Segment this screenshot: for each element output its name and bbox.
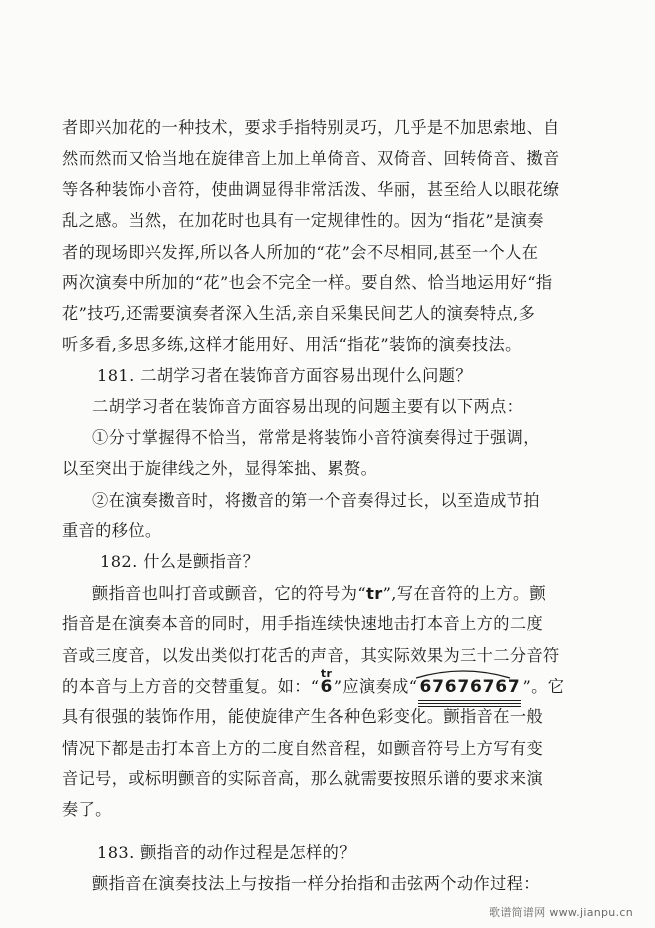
text-line: 颤指音在演奏技法上与按指一样分抬指和击弦两个动作过程：	[92, 874, 540, 893]
text-segment: 的本音与上方音的交替重复。如：“	[62, 677, 320, 696]
text-line-trill-symbol	[92, 584, 546, 604]
trill-notation	[320, 667, 334, 697]
text-line: 奏了。	[62, 800, 112, 819]
text-line: 然而然而又恰当地在旋律音上加上单倚音、双倚音、回转倚音、擞音	[62, 149, 560, 168]
underline-bar	[418, 703, 521, 704]
text-line: 花”技巧,还需要演奏者深入生活,亲自采集民间艺人的演奏特点,多	[62, 304, 536, 323]
text-line: 情况下都是击打本音上方的二度自然音程，如颤音符号上方写有变	[62, 739, 544, 758]
text-segment: 颤指音也叫打音或颤音，它的符号为“	[92, 584, 367, 603]
trill-realization	[417, 677, 522, 697]
text-line: 以至突出于旋律线之外，显得笨拙、累赘。	[62, 459, 378, 478]
trill-note: 6	[320, 677, 333, 697]
text-line: 音记号，或标明颤音的实际音高，那么就需要按照乐谱的要求来演	[62, 769, 544, 788]
underline-bar	[418, 700, 521, 701]
realization-notes: 67676767	[419, 677, 521, 697]
text-line: 二胡学习者在装饰音方面容易出现的问题主要有以下两点：	[92, 397, 524, 416]
text-line: 等各种装饰小音符，使曲调显得非常活泼、华丽，甚至给人以眼花缭	[62, 180, 560, 199]
question-182: 182. 什么是颤指音？	[100, 552, 260, 571]
text-line-notation-example	[62, 667, 565, 697]
text-line: 重音的移位。	[62, 521, 162, 540]
text-line: ②在演奏擞音时，将擞音的第一个音奏得过长，以至造成节拍	[92, 491, 540, 510]
text-line: 听多看,多思多练,这样才能用好、用活“指花”装饰的演奏技法。	[62, 335, 522, 354]
text-line: 者的现场即兴发挥,所以各人所加的“花”会不尽相同,甚至一个人在	[62, 243, 539, 262]
text-line: 乱之感。当然，在加花时也具有一定规律性的。因为“指花”是演奏	[62, 211, 544, 230]
text-segment: ”,写在音符的上方。颤	[382, 584, 547, 603]
watermark-footer: 歌谱简谱网 www.jianpu.cn	[489, 906, 633, 919]
question-183: 183. 颤指音的动作过程是怎样的？	[97, 843, 356, 862]
trill-symbol: tr	[366, 584, 383, 603]
trill-mark: tr	[320, 667, 333, 680]
text-line: 两次演奏中所加的“花”也会不完全一样。要自然、恰当地运用好“指	[62, 273, 553, 292]
text-segment: ”应演奏成“	[333, 677, 418, 696]
text-line: 指音是在演奏本音的同时，用手指连续快速地击打本音上方的二度	[62, 614, 544, 633]
text-line: ①分寸掌握得不恰当，常常是将装饰小音符演奏得过于强调，	[92, 428, 540, 447]
text-segment: ”。它	[522, 677, 565, 696]
question-181: 181. 二胡学习者在装饰音方面容易出现什么问题？	[97, 366, 472, 385]
text-line: 音或三度音，以发出类似打花舌的声音，其实际效果为三十二分音符	[62, 646, 560, 665]
text-line: 者即兴加花的一种技术，要求手指特别灵巧，几乎是不加思索地、自	[62, 118, 560, 137]
slur-mark	[413, 667, 513, 679]
text-line: 具有很强的装饰作用，能使旋律产生各种色彩变化。颤指音在一般	[62, 707, 544, 726]
